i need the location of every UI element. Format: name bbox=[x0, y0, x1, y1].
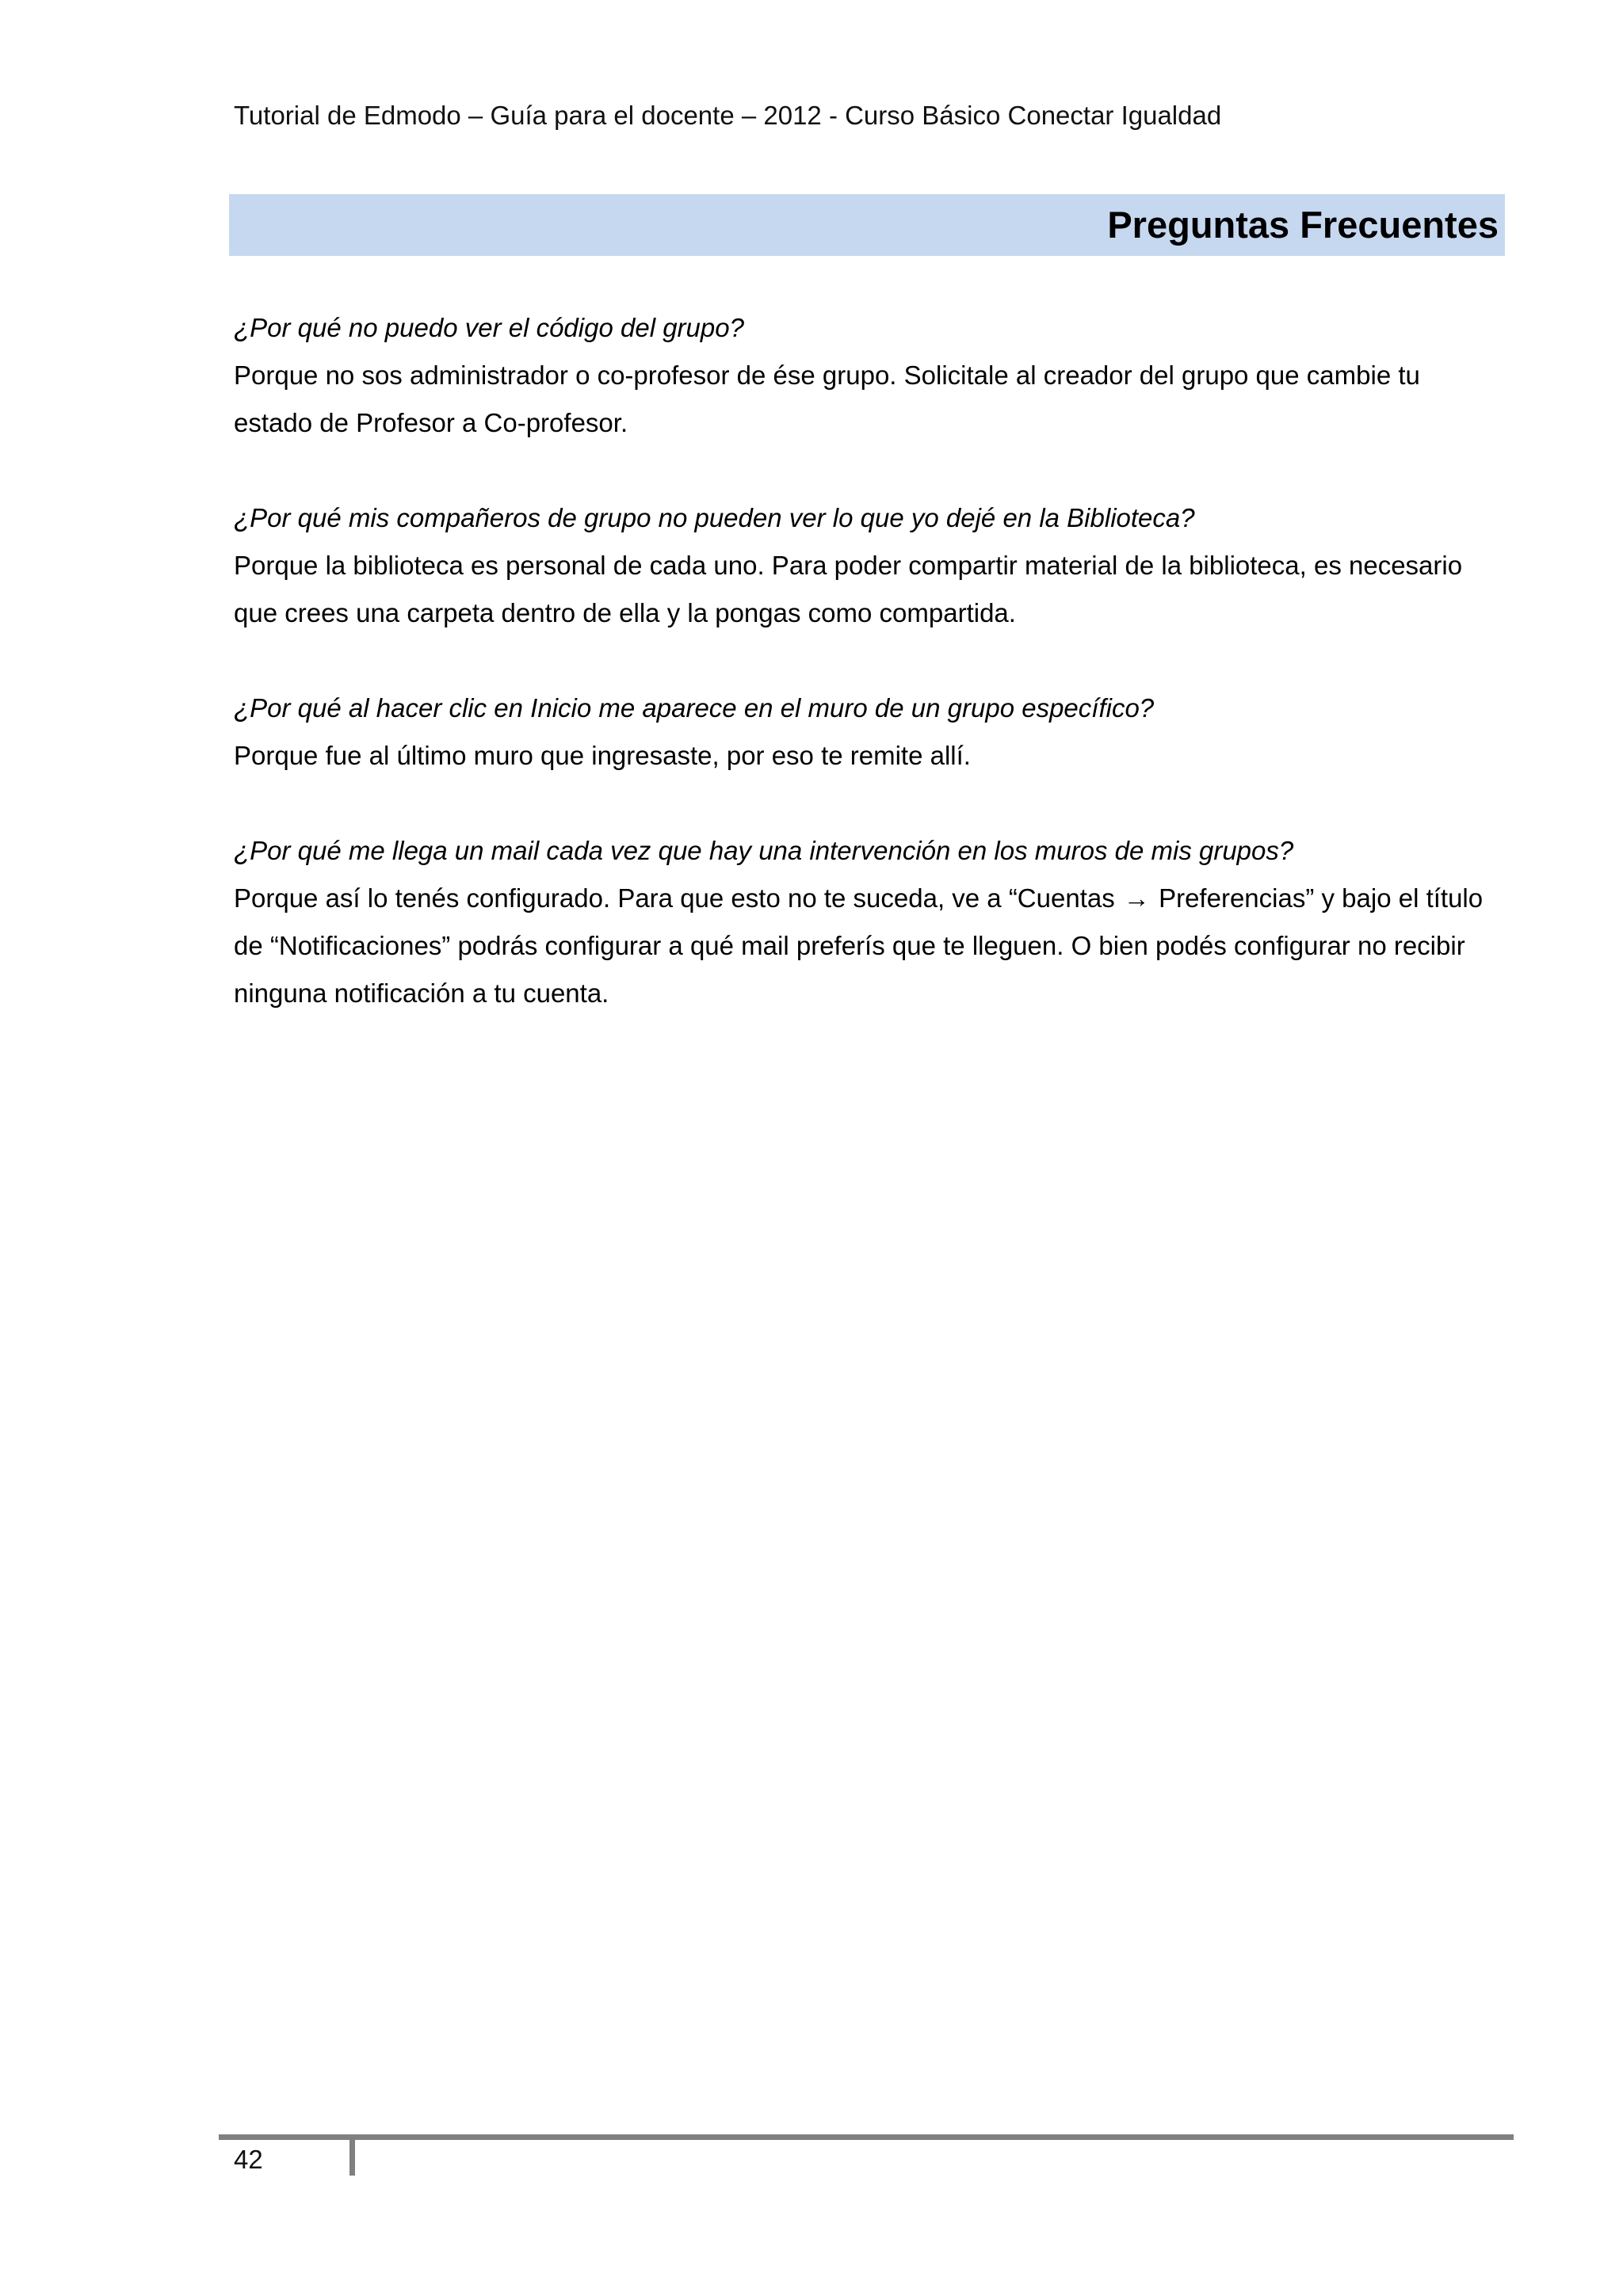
footer-rule bbox=[219, 2134, 1514, 2140]
running-header: Tutorial de Edmodo – Guía para el docente – 2012 - Curso Básico Conectar Igualdad bbox=[234, 101, 1222, 130]
page-number: 42 bbox=[234, 2145, 263, 2174]
faq-question: ¿Por qué no puedo ver el código del grupo? bbox=[234, 313, 744, 342]
faq-answer-part: Porque así lo tenés configurado. Para que esto no te suceda, ve a “Cuentas bbox=[234, 883, 1115, 913]
section-title-band bbox=[229, 194, 1505, 256]
faq-item bbox=[234, 494, 1502, 637]
faq-answer-part: Preferencias” y bajo el título de “Notificaciones” podrás configurar a qué mail preferís que te lleguen. O bien podés configurar no recibir ninguna notificación a tu cuenta. bbox=[234, 883, 1484, 1008]
footer-divider bbox=[349, 2139, 355, 2176]
faq-answer: Porque fue al último muro que ingresaste, por eso te remite allí. bbox=[234, 741, 971, 770]
faq-answer bbox=[234, 875, 1502, 1017]
faq-question: ¿Por qué mis compañeros de grupo no pueden ver lo que yo dejé en la Biblioteca? bbox=[234, 503, 1195, 532]
faq-item bbox=[234, 304, 1502, 447]
faq-item bbox=[234, 685, 1502, 780]
faq-list bbox=[234, 304, 1502, 1065]
section-title: Preguntas Frecuentes bbox=[1107, 204, 1499, 246]
faq-question: ¿Por qué al hacer clic en Inicio me aparece en el muro de un grupo específico? bbox=[234, 693, 1155, 723]
faq-item bbox=[234, 827, 1502, 1017]
arrow-right-icon: → bbox=[1123, 883, 1150, 913]
faq-answer: Porque no sos administrador o co-profesor de ése grupo. Solicitale al creador del grupo que cambie tu estado de Profesor a Co-profesor. bbox=[234, 360, 1420, 437]
faq-answer: Porque la biblioteca es personal de cada uno. Para poder compartir material de la biblioteca, es necesario que crees una carpeta dentro de ella y la pongas como compartida. bbox=[234, 551, 1463, 627]
faq-question: ¿Por qué me llega un mail cada vez que hay una intervención en los muros de mis grupos? bbox=[234, 836, 1294, 865]
